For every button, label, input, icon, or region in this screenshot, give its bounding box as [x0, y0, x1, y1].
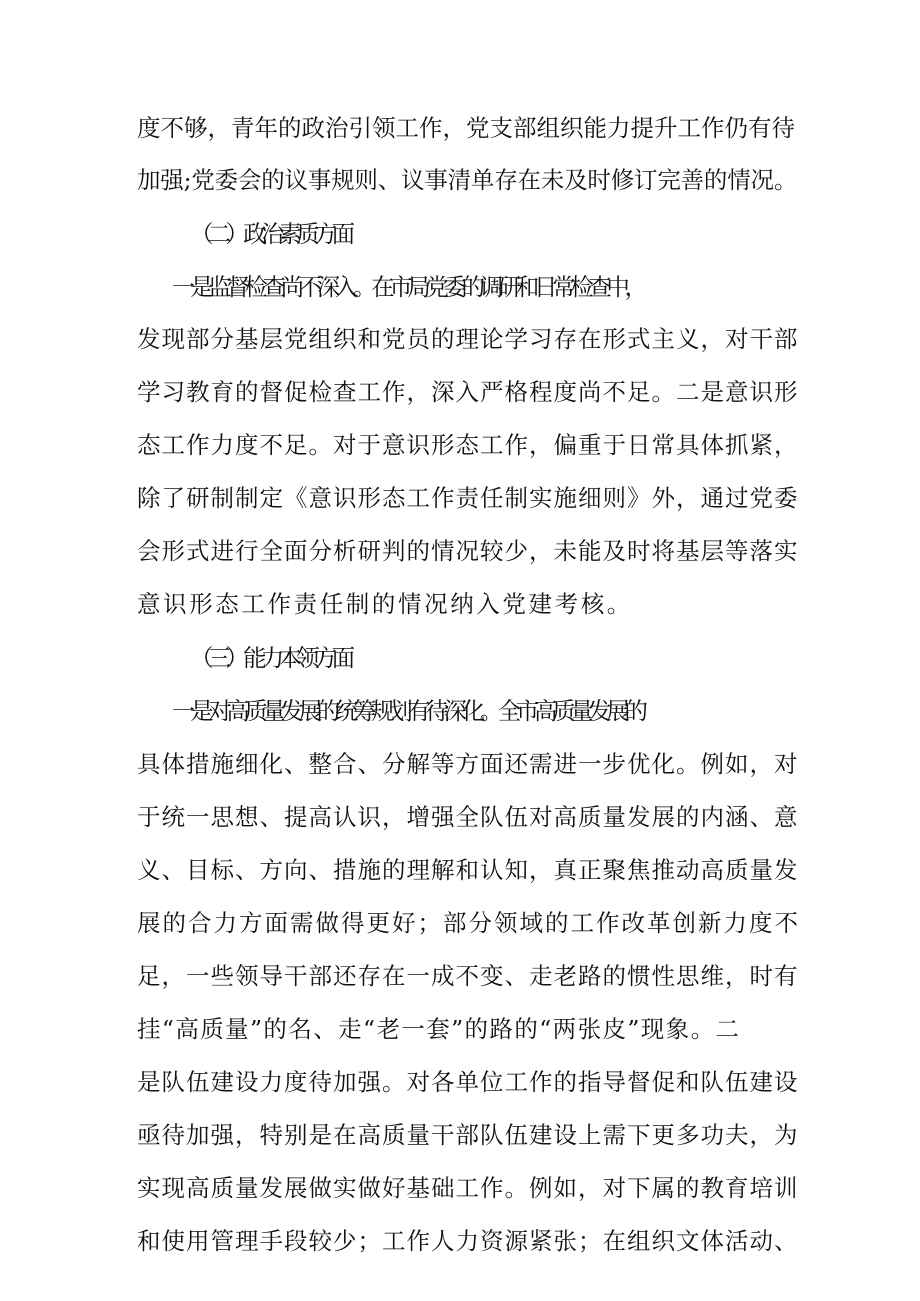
text-line: 一是监督检查尚不深入。在市局党委的调研和日常检查中，: [172, 273, 643, 301]
text-line: 除了研制制定《意识形态工作责任制实施细则》外，通过党委: [137, 484, 799, 512]
text-line: 度不够，青年的政治引领工作，党支部组织能力提升工作仍有待: [137, 114, 795, 142]
text-line: 加强;党委会的议事规则、议事清单存在未及时修订完善的情况。: [137, 166, 798, 194]
text-line: 和使用管理手段较少；工作人力资源紧张；在组织文体活动、: [137, 1227, 799, 1255]
text-line: 足，一些领导干部还存在一成不变、走老路的惯性思维，时有: [137, 962, 799, 990]
text-line: 于统一思想、提高认识，增强全队伍对高质量发展的内涵、意: [137, 803, 799, 831]
section-heading: （三）能力本领方面: [190, 644, 350, 672]
text-line: 义、目标、方向、措施的理解和认知，真正聚焦推动高质量发: [137, 856, 799, 884]
text-line: 展的合力方面需做得更好；部分领域的工作改革创新力度不: [137, 909, 800, 937]
text-line: 态工作力度不足。对于意识形态工作，偏重于日常具体抓紧，: [137, 431, 799, 459]
text-line: 具体措施细化、整合、分解等方面还需进一步优化。例如，对: [137, 750, 799, 778]
text-line: 一是对高质量发展的统筹规划有待深化。全市高质量发展的: [172, 697, 643, 725]
text-line: 会形式进行全面分析研判的情况较少，未能及时将基层等落实: [137, 537, 799, 565]
text-line: 学习教育的督促检查工作，深入严格程度尚不足。二是意识形: [137, 378, 799, 406]
text-line: 亟待加强，特别是在高质量干部队伍建设上需下更多功夫，为: [137, 1121, 799, 1149]
text-line: 实现高质量发展做实做好基础工作。例如，对下属的教育培训: [137, 1174, 799, 1202]
text-line: 是队伍建设力度待加强。对各单位工作的指导督促和队伍建设: [137, 1068, 799, 1096]
text-line: 挂“高质量”的名、走“老一套”的路的“两张皮”现象。二: [137, 1015, 741, 1043]
text-line: 意识形态工作责任制的情况纳入党建考核。: [137, 590, 633, 618]
section-heading: （二）政治素质方面: [190, 220, 350, 248]
text-line: 发现部分基层党组织和党员的理论学习存在形式主义，对干部: [137, 325, 799, 353]
